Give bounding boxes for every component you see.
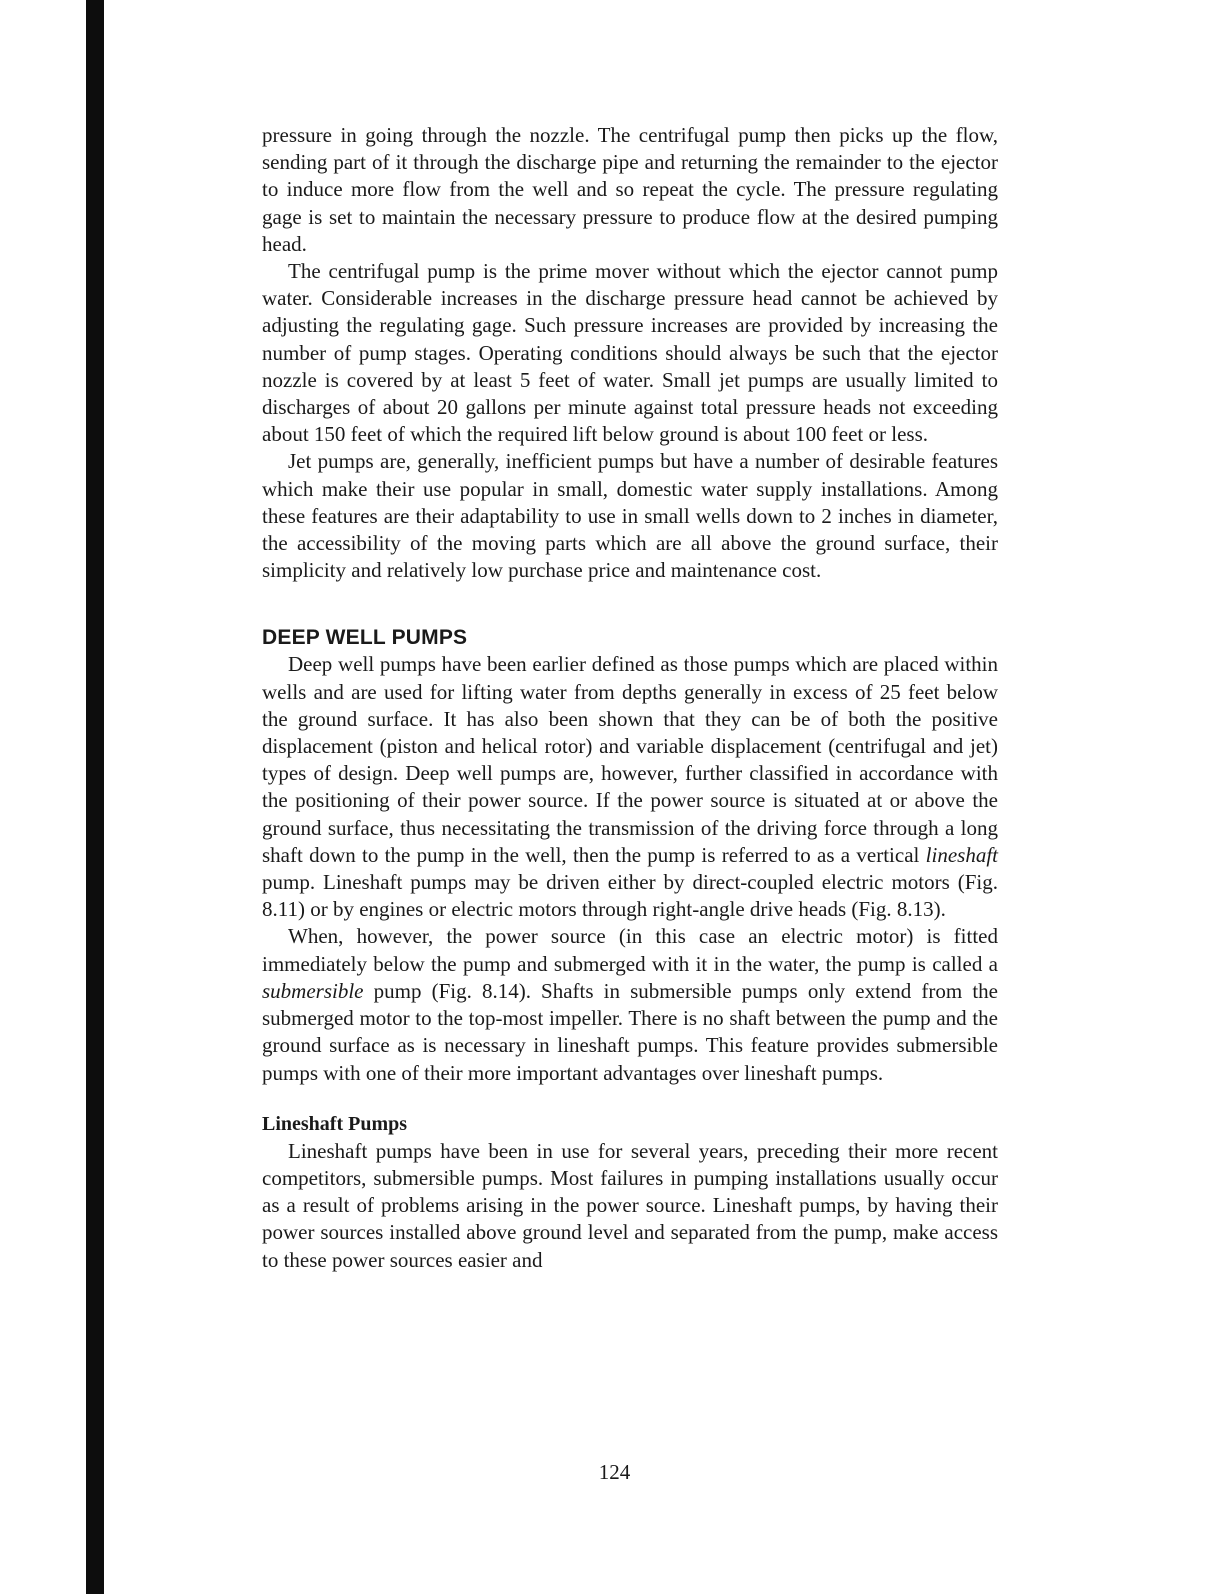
- section-heading-deep-well-pumps: DEEP WELL PUMPS: [262, 626, 468, 650]
- page-binding-edge: [86, 0, 104, 1594]
- paragraph-lineshaft-pumps: Lineshaft pumps have been in use for several years, preceding their more recent competitors, submersible pumps. Most failures in pumping installations usually occur as a result of problems arising in the power source. Lineshaft pumps, by having their power sources installed above ground level and separated from the pump, make access to these power sources easier and: [262, 1138, 998, 1272]
- subsection-heading-lineshaft-pumps: Lineshaft Pumps: [262, 1112, 408, 1135]
- paragraph-jet-cycle: pressure in going through the nozzle. The centrifugal pump then picks up the flow, sending part of it through the discharge pipe and returning the remainder to the ejector to induce more flow from the well and so repeat the cycle. The pressure regulating gage is set to maintain the necessary pressure to produce flow at the desired pumping head.: [262, 123, 998, 256]
- paragraph-jet-features-text: Jet pumps are, generally, inefficient pumps but have a number of desirable features which make their use popular in small, domestic water supply installations. Among these features are their adaptability to use in small wells down to 2 inches in diameter, the accessibility of the moving parts which are all above the ground surface, their simplicity and relatively low purchase price and maintenance cost.: [262, 449, 998, 583]
- paragraph-centrifugal-text: The centrifugal pump is the prime mover without which the ejector cannot pump water. Considerable increases in the discharge pressure head cannot be achieved by adjusting the regulating gage. Such pressure increases are provided by increasing the number of pump stages. Operating conditions should always be such that the ejector nozzle is covered by at least 5 feet of water. Small jet pumps are usually limited to discharges of about 20 gallons per minute against total pressure heads not exceeding about 150 feet of which the required lift below ground is about 100 feet or less.: [262, 259, 998, 447]
- paragraph-jet-features: [262, 448, 998, 584]
- paragraph-submersible-definition: [262, 923, 998, 1086]
- submersible-text-b: pump (Fig. 8.14). Shafts in submersible pumps only extend from the submerged motor to the top-most impeller. There is no shaft between the pump and the ground surface as is necessary in lineshaft pumps. This feature provides submersible pumps with one of their more important advantages over lineshaft pumps.: [262, 978, 998, 1085]
- italic-term-lineshaft: lineshaft: [925, 842, 998, 867]
- page-number: 124: [598, 1460, 631, 1484]
- paragraph-centrifugal-prime-mover: [262, 258, 998, 448]
- page-text-column: [262, 122, 998, 1274]
- deep-well-text-a: Deep well pumps have been earlier defined as those pumps which are placed within wells and are used for lifting water from depths generally in excess of 25 feet below the ground surface. It has also been shown that they can be of both the positive displacement (piston and helical rotor) and variable displacement (centrifugal and jet) types of design. Deep well pumps are, however, further classified in accordance with the positioning of their power source. If the power source is situated at or above the ground surface, thus necessitating the transmission of the driving force through a long shaft down to the pump in the well, then the pump is referred to as a vertical: [262, 652, 998, 867]
- submersible-text-a: When, however, the power source (in this case an electric motor) is fitted immediately below the pump and submerged with it in the water, the pump is called a: [262, 924, 998, 976]
- paragraph-deep-well-definition: [262, 651, 998, 923]
- deep-well-text-b: pump. Lineshaft pumps may be driven either by direct-coupled electric motors (Fig. 8.11) or by engines or electric motors through right-angle drive heads (Fig. 8.13).: [262, 870, 998, 922]
- italic-term-submersible: submersible: [262, 978, 364, 1003]
